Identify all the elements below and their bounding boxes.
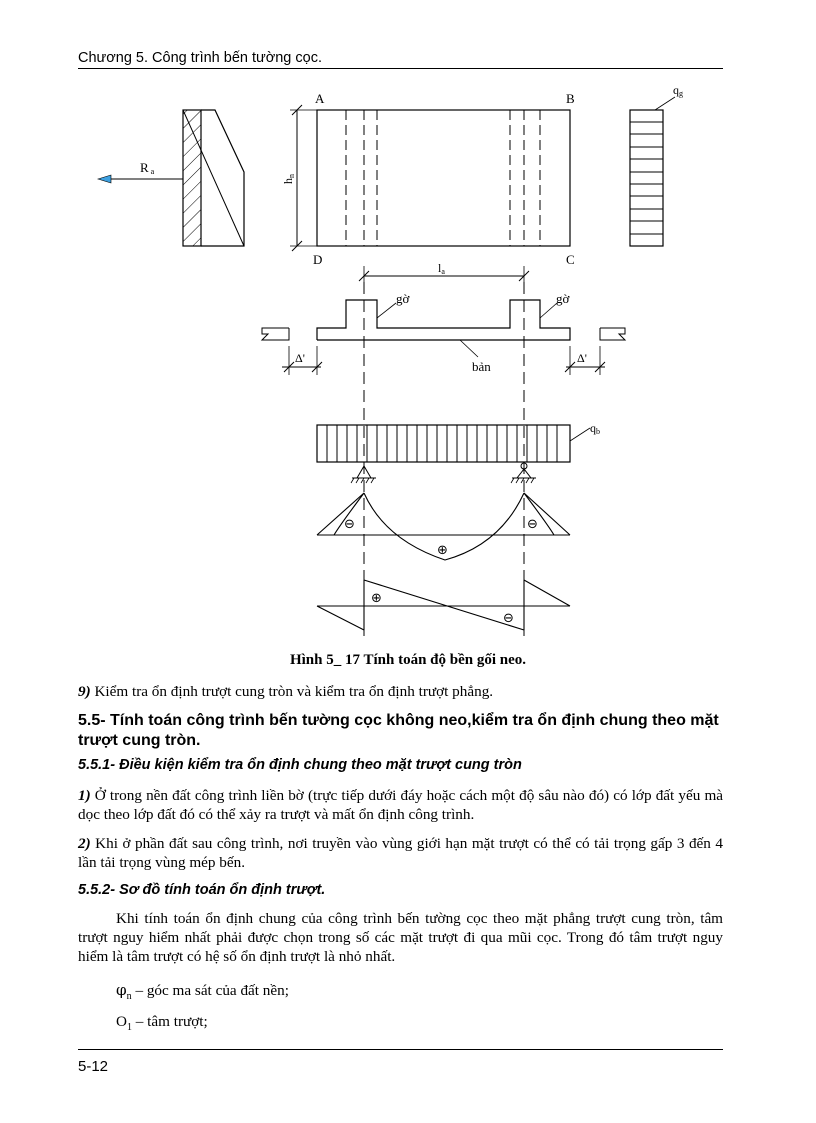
o-symbol: O bbox=[116, 1013, 127, 1030]
label-b: B bbox=[566, 91, 575, 106]
label-c: C bbox=[566, 252, 575, 267]
moment-minus-left: ⊖ bbox=[344, 517, 355, 532]
definition-phi bbox=[116, 981, 716, 1006]
paragraph-3: Khi tính toán ổn định chung của công trình bến tường cọc theo mặt phẳng trượt cung tròn, tâm trượt nguy hiểm nhất phải được chọn trong số các mặt trượt đi qua mũi cọc. Trong đó tâm trượt nguy hiểm là tâm trượt có hệ số ổn định trượt là nhỏ nhất. bbox=[78, 910, 723, 965]
shear-diagram bbox=[317, 580, 570, 630]
label-delta-left: Δ' bbox=[295, 351, 305, 365]
page-number: 5-12 bbox=[78, 1058, 109, 1075]
o-subscript: 1 bbox=[126, 1022, 132, 1034]
paragraph-1-text: Ở trong nền đất công trình liền bờ (trực tiếp dưới đáy hoặc cách một độ sâu nào đó) có lớp đất yếu mà dọc theo lớp đất đó có thể xảy ra trượt và mất ổn định công trình. bbox=[78, 787, 723, 823]
label-go-left: gờ bbox=[396, 291, 410, 306]
label-ra: Ra bbox=[140, 160, 155, 176]
label-a: A bbox=[315, 91, 325, 106]
paragraph-2 bbox=[78, 834, 723, 872]
supports bbox=[351, 463, 536, 483]
section-heading-5-5-2: 5.5.2- Sơ đồ tính toán ổn định trượt. bbox=[78, 882, 326, 898]
label-la: la bbox=[438, 261, 445, 276]
phi-symbol: φ bbox=[116, 981, 127, 999]
paragraph-1 bbox=[78, 786, 723, 824]
plan-abcd bbox=[290, 105, 570, 251]
label-d: D bbox=[313, 252, 323, 267]
moment-plus: ⊕ bbox=[437, 543, 448, 558]
section-heading-5-5-1: 5.5.1- Điều kiện kiểm tra ổn định chung theo mặt trượt cung tròn bbox=[78, 757, 522, 773]
paragraph-1-number: 1) bbox=[78, 787, 91, 804]
footer-rule bbox=[78, 1049, 723, 1050]
label-qb: qb bbox=[590, 421, 600, 436]
shear-minus: ⊖ bbox=[503, 611, 514, 626]
chapter-header: Chương 5. Công trình bến tường cọc. bbox=[78, 50, 322, 66]
label-hn: hn bbox=[281, 174, 296, 184]
phi-definition: – góc ma sát của đất nền; bbox=[131, 982, 289, 999]
o-definition: – tâm trượt; bbox=[131, 1013, 208, 1030]
paragraph-2-number: 2) bbox=[78, 835, 91, 852]
item-9-number: 9) bbox=[78, 683, 91, 700]
qg-load-strip bbox=[630, 97, 675, 246]
item-9-text: Kiểm tra ổn định trượt cung tròn và kiểm tra ổn định trượt phẳng. bbox=[90, 683, 494, 700]
support-axes bbox=[364, 282, 524, 636]
moment-minus-right: ⊖ bbox=[527, 517, 538, 532]
label-ban: bản bbox=[472, 359, 491, 374]
label-go-right: gờ bbox=[556, 291, 570, 306]
shear-plus: ⊕ bbox=[371, 591, 382, 606]
item-9 bbox=[78, 682, 723, 701]
qb-load-strip bbox=[317, 425, 590, 462]
phi-subscript: n bbox=[126, 991, 132, 1003]
section-heading-5-5: 5.5- Tính toán công trình bến tường cọc không neo,kiểm tra ổn định chung theo mặt trượt cung tròn. bbox=[78, 712, 719, 749]
paragraph-2-text: Khi ở phần đất sau công trình, nơi truyền vào vùng giới hạn mặt trượt có thể có tải trọng gấp 3 đến 4 lần tải trọng vùng mép bến. bbox=[78, 835, 723, 871]
slab-section bbox=[262, 300, 625, 375]
earth-pressure-diagram bbox=[98, 110, 244, 246]
figure-caption: Hình 5_ 17 Tính toán độ bền gối neo. bbox=[289, 652, 527, 668]
label-delta-right: Δ' bbox=[577, 351, 587, 365]
label-qg: qg bbox=[673, 83, 683, 98]
definition-o1 bbox=[116, 1012, 716, 1037]
